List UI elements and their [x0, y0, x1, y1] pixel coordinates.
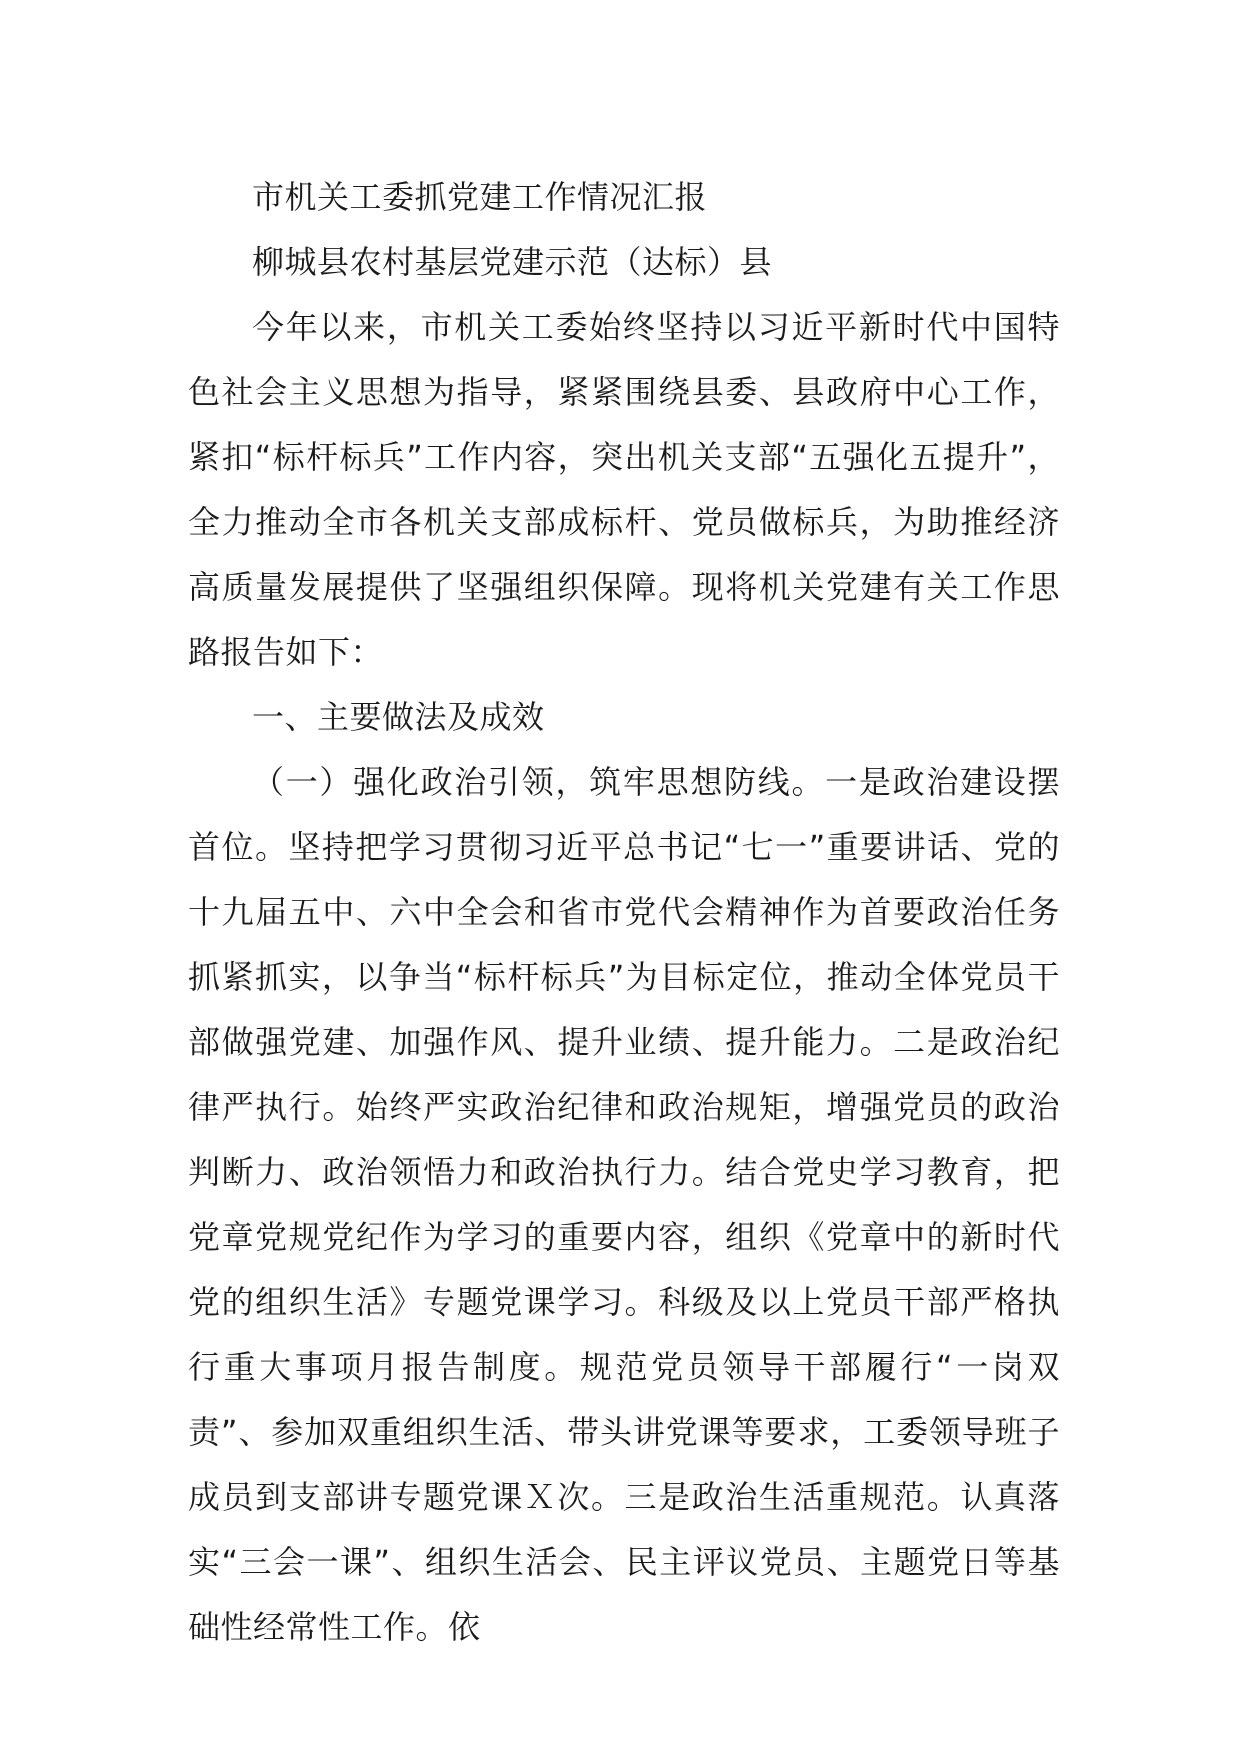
document-title: 市机关工委抓党建工作情况汇报: [252, 178, 708, 216]
document-body: [188, 165, 1060, 1660]
document-subtitle: 柳城县农村基层党建示范（达标）县: [252, 243, 773, 281]
intro-paragraph: 今年以来，市机关工委始终坚持以习近平新时代中国特色社会主义思想为指导，紧紧围绕县委、县政府中心工作，紧扣“标杆标兵”工作内容，突出机关支部“五强化五提升”，全力推动全市各机关支部成标杆、党员做标兵，为助推经济高质量发展提供了坚强组织保障。现将机关党建有关工作思路报告如下：: [188, 308, 1060, 671]
section-heading: 一、主要做法及成效: [252, 698, 545, 736]
section-paragraph: （一）强化政治引领，筑牢思想防线。一是政治建设摆首位。坚持把学习贯彻习近平总书记“七一”重要讲话、党的十九届五中、六中全会和省市党代会精神作为首要政治任务抓紧抓实，以争当“标杆标兵”为目标定位，推动全体党员干部做强党建、加强作风、提升业绩、提升能力。二是政治纪律严执行。始终严实政治纪律和政治规矩，增强党员的政治判断力、政治领悟力和政治执行力。结合党史学习教育，把党章党规党纪作为学习的重要内容，组织《党章中的新时代党的组织生活》专题党课学习。科级及以上党员干部严格执行重大事项月报告制度。规范党员领导干部履行“一岗双责”、参加双重组织生活、带头讲党课等要求，工委领导班子成员到支部讲专题党课Ｘ次。三是政治生活重规范。认真落实“三会一课”、组织生活会、民主评议党员、主题党日等基础性经常性工作。依: [188, 763, 1060, 1646]
